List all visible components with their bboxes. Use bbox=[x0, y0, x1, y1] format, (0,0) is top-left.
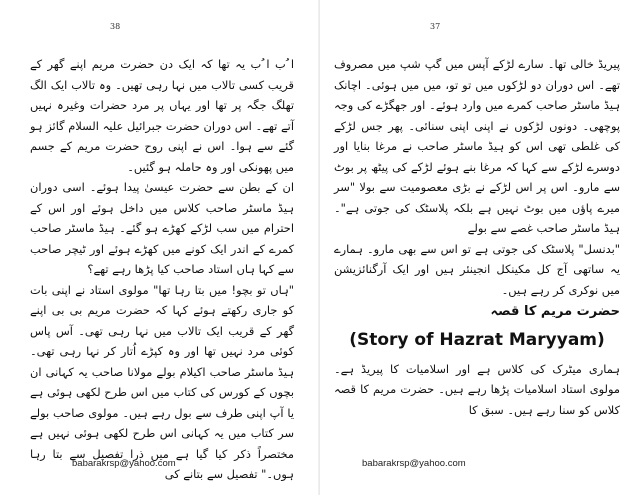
paragraph: "بدنسل" پلاسٹک کی جوتی ہے تو اس سے بھی مارو۔ ہمارے یہ ساتھی آج کل مکینکل انجینئر ہیں اور ایک آرگنائزیشن میں نوکری کر رہے ہیں۔ bbox=[334, 241, 620, 297]
body-text bbox=[334, 54, 620, 420]
footer-email: babarakrsp@yahoo.com bbox=[72, 458, 176, 469]
section-heading-urdu: حضرت مریم کا قصہ bbox=[490, 304, 620, 319]
footer-email: babarakrsp@yahoo.com bbox=[362, 458, 466, 469]
paragraph: ان کے بطن سے حضرت عیسیٰ پیدا ہوئے۔ اسی دوران ہیڈ ماسٹر صاحب کلاس میں داخل ہوئے اور اس کے احترام میں سب لڑکے کھڑے ہو گئے۔ ہیڈ ماسٹر صاحب کمرے کے اندر ایک کونے میں کھڑے ہوئے اور ٹیچر صاحب سے کہا ہاں استاد صاحب کیا پڑھا رہے تھے؟ bbox=[30, 180, 294, 276]
paragraph: ہماری میٹرک کی کلاس ہے اور اسلامیات کا پیریڈ ہے۔ مولوی استاد اسلامیات پڑھا رہے ہیں۔ حضرت مریم کا قصہ کلاس کو سنا رہے ہیں۔ سبق کا bbox=[334, 361, 620, 417]
paragraph: ا ُب ا ُب یہ تھا کہ ایک دن حضرت مریم اپنے گھر کے قریب کسی تالاب میں نہا رہی تھیں۔ وہ تالاب ایک الگ تھلگ جگہ پر تھا اور یہاں پر مرد حضرات وغیرہ نہیں آتے تھے۔ اس دوران حضرت جبرائیل علیہ السلام گائز ہو گئے سے ہوا۔ اس نے اپنی روح حضرت مریم کے جسم میں پھونکی اور وہ حاملہ ہو گئیں۔ bbox=[30, 57, 294, 174]
section-heading-english: (Story of Hazrat Maryyam) bbox=[349, 329, 605, 350]
body-text bbox=[30, 54, 294, 485]
page-number: 38 bbox=[110, 22, 121, 31]
right-page bbox=[320, 0, 640, 495]
paragraph: پیریڈ خالی تھا۔ سارے لڑکے آپس میں گپ شپ میں مصروف تھے۔ اس دوران دو لڑکوں میں تو تو، میں میں ہوئی۔ اچانک ہیڈ ماسٹر صاحب کمرے میں وارد ہوئے۔ اور جھگڑے کی وجہ پوچھی۔ دونوں لڑکوں نے اپنی اپنی سنائی۔ پھر جس لڑکے کی غلطی تھی اس کو ہیڈ ماسٹر صاحب نے مرغا بنایا اور دوسرے لڑکے سے کہا کہ مرغا بنے ہوئے لڑکے کی پیٹھ پر بوٹ سے مارو۔ اس پر اس لڑکے نے بڑی معصومیت سے بولا "سر میرے پاؤں میں بوٹ نہیں ہے بلکہ پلاسٹک کی جوتی ہے"۔ ہیڈ ماسٹر صاحب غصے سے بولے bbox=[334, 57, 620, 235]
page-number: 37 bbox=[430, 22, 441, 31]
paragraph: "ہاں تو بچو! میں بتا رہا تھا" مولوی استاد نے اپنی بات کو جاری رکھتے ہوئے کہا کہ حضرت مریم بی بی اپنے گھر کے قریب ایک تالاب میں نہا رہی تھی۔ آس پاس کوئی مرد نہیں تھا اور وہ کپڑے اُتار کر نہا رہی تھی۔ ہیڈ ماسٹر صاحب اکیلام بولے مولانا صاحب یہ کہانی ان بچوں کے کورس کی کتاب میں اس طرح لکھی ہوئی ہے یا آپ اپنی طرف سے بول رہے ہیں۔ مولوی صاحب بولے سر کتاب میں یہ کہانی اس طرح لکھی ہوئی نہیں ہے مختصراً ذکر کیا گیا ہے میں ذرا تفصیل سے بتا رہا ہوں۔" تفصیل سے بتانے کی bbox=[30, 282, 294, 481]
